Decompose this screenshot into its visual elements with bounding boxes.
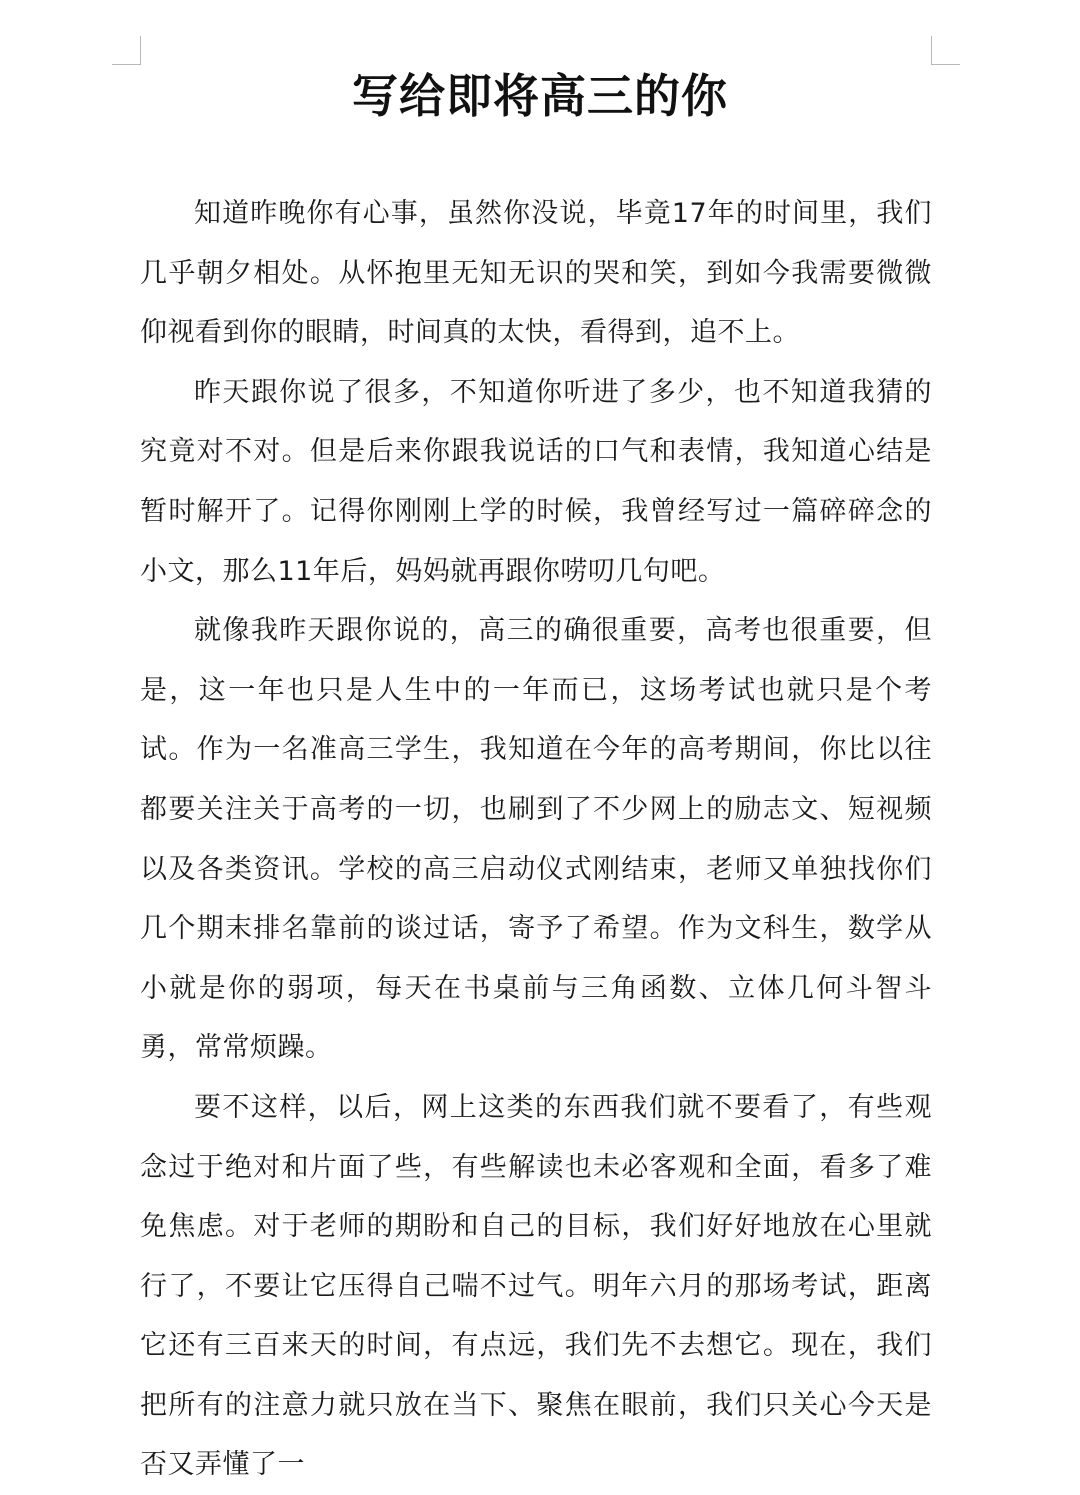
paragraph-2: 昨天跟你说了很多，不知道你听进了多少，也不知道我猜的究竟对不对。但是后来你跟我说话的口气和表情，我知道心结是暂时解开了。记得你刚刚上学的时候，我曾经写过一篇碎碎念的小文，那么11年后，妈妈就再跟你唠叨几句吧。 — [140, 376, 932, 587]
crop-mark-top-right — [931, 36, 960, 65]
document-title: 写给即将高三的你 — [352, 69, 728, 123]
paragraph-4: 要不这样，以后，网上这类的东西我们就不要看了，有些观念过于绝对和片面了些，有些解读也未必客观和全面，看多了难免焦虑。对于老师的期盼和自己的目标，我们好好地放在心里就行了，不要让它压得自己喘不过气。明年六月的那场考试，距离它还有三百来天的时间，有点远，我们先不去想它。现在，我们把所有的注意力就只放在当下、聚焦在眼前，我们只关心今天是否又弄懂了一 — [140, 1091, 932, 1481]
crop-mark-top-left — [112, 36, 141, 65]
paragraph-1: 知道昨晚你有心事，虽然你没说，毕竟17年的时间里，我们几乎朝夕相处。从怀抱里无知无识的哭和笑，到如今我需要微微仰视看到你的眼睛，时间真的太快，看得到，追不上。 — [140, 198, 932, 349]
document-body — [140, 184, 932, 1495]
paragraph-3: 就像我昨天跟你说的，高三的确很重要，高考也很重要，但是，这一年也只是人生中的一年而已，这场考试也就只是个考试。作为一名准高三学生，我知道在今年的高考期间，你比以往都要关注关于高考的一切，也刷到了不少网上的励志文、短视频以及各类资讯。学校的高三启动仪式刚结束，老师又单独找你们几个期末排名靠前的谈过话，寄予了希望。作为文科生，数学从小就是你的弱项，每天在书桌前与三角函数、立体几何斗智斗勇，常常烦躁。 — [140, 615, 932, 1064]
